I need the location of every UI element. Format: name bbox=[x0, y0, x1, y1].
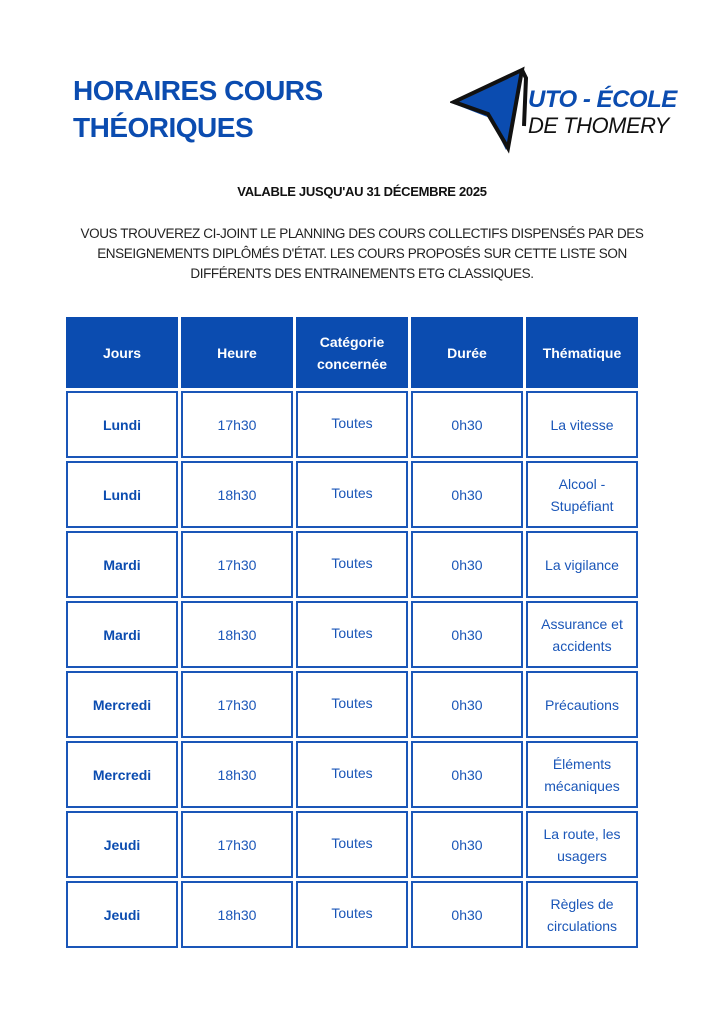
cell-duration: 0h30 bbox=[411, 671, 523, 738]
cell-category bbox=[296, 741, 408, 808]
table-row bbox=[66, 671, 638, 738]
cell-theme bbox=[526, 601, 638, 668]
cell-theme bbox=[526, 461, 638, 528]
table-row bbox=[66, 461, 638, 528]
cell-duration: 0h30 bbox=[411, 391, 523, 458]
cell-category bbox=[296, 461, 408, 528]
schedule-table bbox=[63, 314, 641, 951]
cell-theme-text: Règles de circulations bbox=[546, 895, 618, 934]
cell-category bbox=[296, 811, 408, 878]
cell-day: Lundi bbox=[66, 391, 178, 458]
title-line-1: HORAIRES COURS bbox=[73, 75, 323, 106]
column-header-days: Jours bbox=[66, 317, 178, 388]
table-row bbox=[66, 531, 638, 598]
cell-time: 18h30 bbox=[181, 881, 293, 948]
cell-day: Mercredi bbox=[66, 671, 178, 738]
cell-category-text: Toutes bbox=[331, 764, 373, 781]
cell-duration: 0h30 bbox=[411, 741, 523, 808]
column-header-category bbox=[296, 317, 408, 388]
intro-paragraph: VOUS TROUVEREZ CI-JOINT LE PLANNING DES COURS COLLECTIFS DISPENSÉS PAR DES ENSEIGNEMENTS DIPLÔMÉS D'ÉTAT. LES COURS PROPOSÉS SUR CETTE LISTE SON DIFFÉRENTS DES ENTRAINEMENTS ETG CLASSIQUES. bbox=[80, 226, 644, 281]
cell-category bbox=[296, 531, 408, 598]
cell-theme-text: Éléments mécaniques bbox=[544, 755, 620, 794]
cell-theme bbox=[526, 391, 638, 458]
cell-time: 18h30 bbox=[181, 741, 293, 808]
cell-day: Mardi bbox=[66, 531, 178, 598]
cell-duration: 0h30 bbox=[411, 601, 523, 668]
cell-time: 17h30 bbox=[181, 811, 293, 878]
cell-day: Mardi bbox=[66, 601, 178, 668]
cell-category bbox=[296, 881, 408, 948]
cell-category bbox=[296, 671, 408, 738]
cell-day: Jeudi bbox=[66, 811, 178, 878]
column-header-theme: Thématique bbox=[526, 317, 638, 388]
validity-notice: VALABLE JUSQU'AU 31 DÉCEMBRE 2025 bbox=[237, 184, 487, 199]
table-row bbox=[66, 391, 638, 458]
cell-category bbox=[296, 391, 408, 458]
cell-category-text: Toutes bbox=[331, 554, 373, 571]
cell-duration: 0h30 bbox=[411, 811, 523, 878]
cell-category-text: Toutes bbox=[331, 414, 373, 431]
cell-theme-text: Assurance et accidents bbox=[541, 615, 623, 654]
cell-theme bbox=[526, 531, 638, 598]
cell-theme bbox=[526, 741, 638, 808]
cell-theme-text: Précautions bbox=[545, 696, 619, 713]
cell-theme-text: La vigilance bbox=[545, 556, 619, 573]
paper-plane-arrow-icon bbox=[450, 66, 540, 154]
school-logo bbox=[450, 66, 677, 154]
cell-category-text: Toutes bbox=[331, 834, 373, 851]
table-header-row bbox=[66, 317, 638, 388]
table-row bbox=[66, 881, 638, 948]
cell-time: 17h30 bbox=[181, 531, 293, 598]
column-header-category-label: Catégorie concernée bbox=[316, 333, 388, 372]
cell-theme bbox=[526, 811, 638, 878]
column-header-duration: Durée bbox=[411, 317, 523, 388]
logo-text-line-2: DE THOMERY bbox=[528, 113, 669, 138]
logo-text-line-1: UTO - ÉCOLE bbox=[528, 86, 677, 113]
cell-time: 18h30 bbox=[181, 601, 293, 668]
cell-time: 18h30 bbox=[181, 461, 293, 528]
cell-category-text: Toutes bbox=[331, 624, 373, 641]
cell-day: Mercredi bbox=[66, 741, 178, 808]
cell-category-text: Toutes bbox=[331, 694, 373, 711]
cell-duration: 0h30 bbox=[411, 461, 523, 528]
cell-time: 17h30 bbox=[181, 391, 293, 458]
cell-category-text: Toutes bbox=[331, 904, 373, 921]
table-row bbox=[66, 811, 638, 878]
cell-time: 17h30 bbox=[181, 671, 293, 738]
table-row bbox=[66, 601, 638, 668]
table-row bbox=[66, 741, 638, 808]
cell-day: Lundi bbox=[66, 461, 178, 528]
cell-theme bbox=[526, 881, 638, 948]
cell-theme-text: La route, les usagers bbox=[543, 825, 621, 864]
cell-theme-text: Alcool - Stupéfiant bbox=[550, 475, 614, 514]
page-title bbox=[73, 72, 323, 146]
cell-day: Jeudi bbox=[66, 881, 178, 948]
cell-theme bbox=[526, 671, 638, 738]
cell-duration: 0h30 bbox=[411, 881, 523, 948]
title-line-2: THÉORIQUES bbox=[73, 112, 254, 143]
cell-category bbox=[296, 601, 408, 668]
cell-category-text: Toutes bbox=[331, 484, 373, 501]
cell-theme-text: La vitesse bbox=[550, 416, 614, 433]
cell-duration: 0h30 bbox=[411, 531, 523, 598]
column-header-time: Heure bbox=[181, 317, 293, 388]
